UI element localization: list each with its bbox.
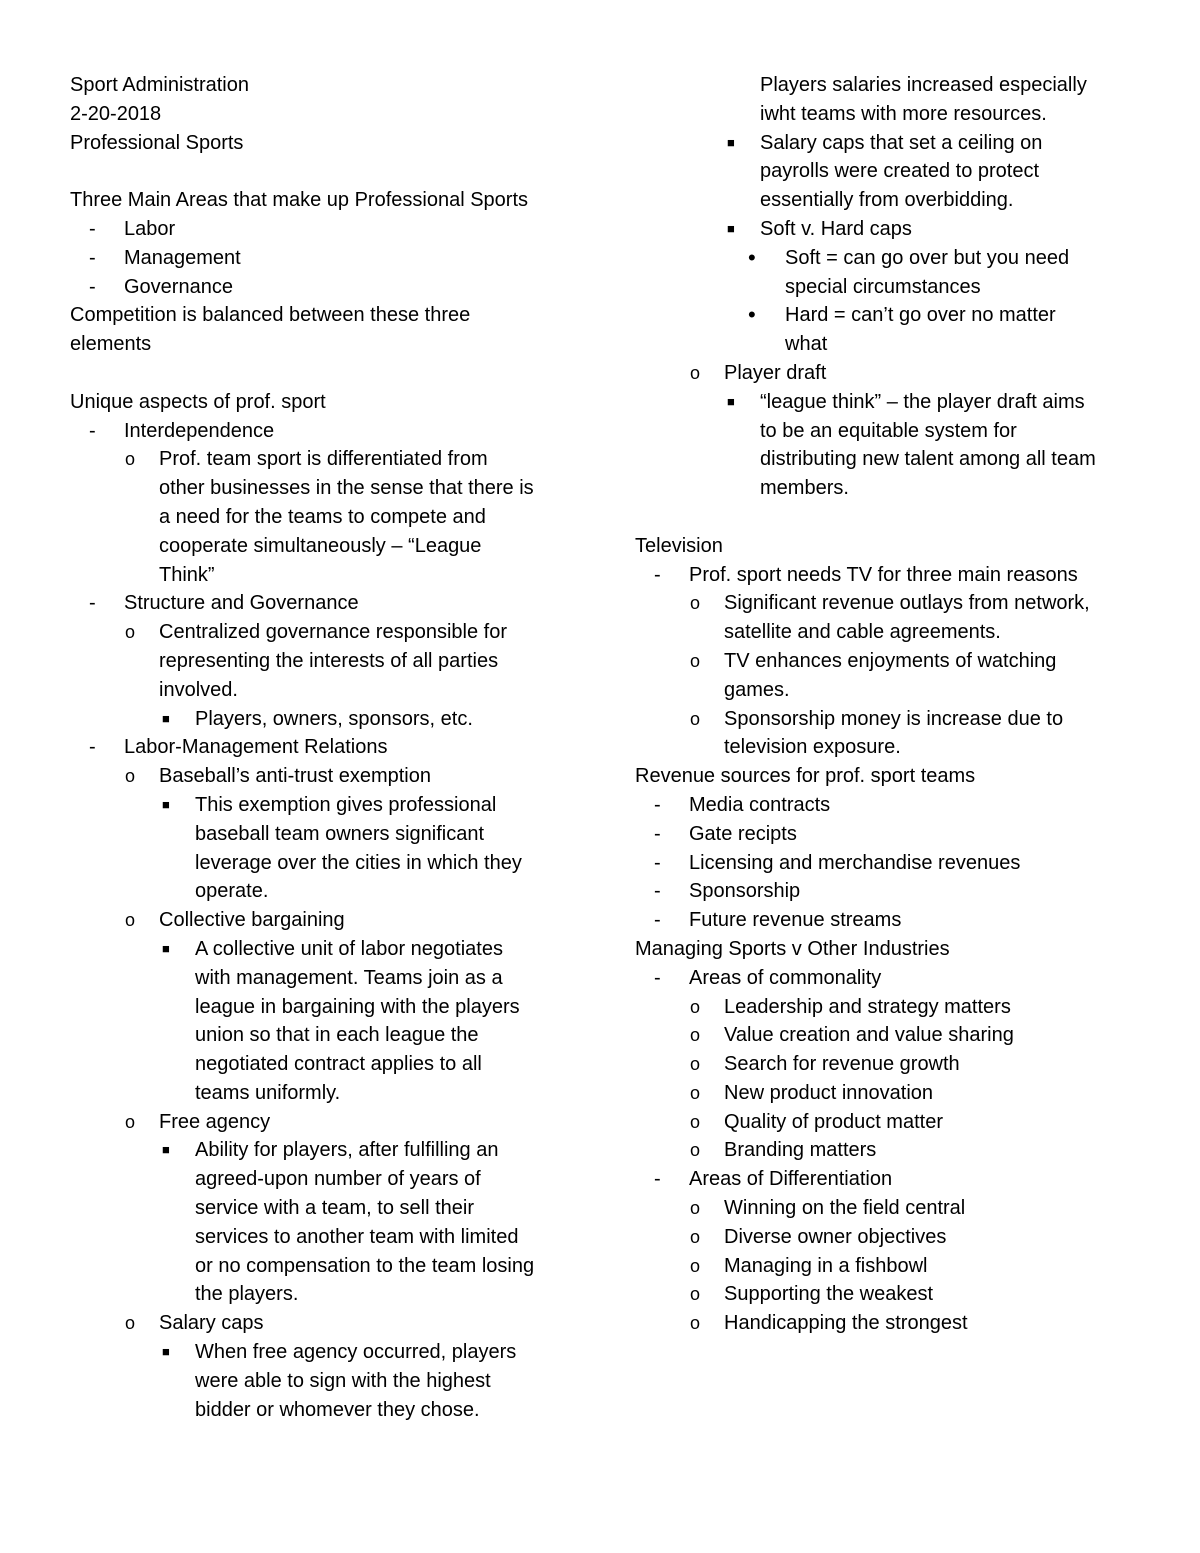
list-item: Players salaries increased especially iwht teams with more resources. xyxy=(760,74,1087,125)
doc-title: Sport Administration xyxy=(70,74,249,96)
list-item: o Prof. team sport is differentiated from other businesses in the sense that there is a need for the teams to compete and cooperate simultaneously – “League Think” xyxy=(125,448,534,586)
list-item: - Structure and Governance xyxy=(89,592,359,615)
list-item: - Gate recipts xyxy=(654,822,797,845)
list-item: o Value creation and value sharing xyxy=(690,1024,1014,1047)
list-item: ■ Salary caps that set a ceiling on payrolls were created to protect essentially from overbidding. xyxy=(727,131,1043,212)
list-item: o Winning on the field central xyxy=(690,1197,966,1220)
list-item: - Labor xyxy=(89,217,176,240)
television-heading: Television xyxy=(635,534,723,557)
areas-heading: Three Main Areas that make up Professional Sports xyxy=(70,189,529,212)
list-item: o Baseball’s anti-trust exemption xyxy=(125,765,431,788)
list-item: - Labor-Management Relations xyxy=(89,736,388,759)
list-item: ■ Soft v. Hard caps xyxy=(727,217,912,240)
revenue-heading: Revenue sources for prof. sport teams xyxy=(635,765,976,788)
list-item: o Player draft xyxy=(690,361,827,384)
list-item: o Collective bargaining xyxy=(125,909,345,932)
list-item: - Management xyxy=(89,246,241,269)
list-item: o Quality of product matter xyxy=(690,1110,943,1133)
list-item: ■ Players, owners, sponsors, etc. xyxy=(162,707,473,730)
list-item: - Licensing and merchandise revenues xyxy=(654,851,1021,874)
list-item: o Sponsorship money is increase due to television exposure. xyxy=(690,707,1064,759)
list-item: ■ Ability for players, after fulfilling an agreed-upon number of years of service with a team, to sell their services to another team with limited or no compensation to the team losing the players. xyxy=(162,1139,535,1306)
managing-heading: Managing Sports v Other Industries xyxy=(635,937,950,960)
list-item: o Managing in a fishbowl xyxy=(690,1254,928,1277)
doc-date: 2-20-2018 xyxy=(70,102,162,125)
list-item: o New product innovation xyxy=(690,1081,934,1104)
list-item: o Branding matters xyxy=(690,1139,877,1162)
unique-heading: Unique aspects of prof. sport xyxy=(70,390,326,413)
list-item: o Centralized governance responsible for representing the interests of all parties involved. xyxy=(125,621,507,701)
list-item: - Interdependence xyxy=(89,419,275,442)
list-item: o Diverse owner objectives xyxy=(690,1225,947,1248)
list-item: - Media contracts xyxy=(654,793,831,816)
list-item: o Supporting the weakest xyxy=(690,1283,934,1306)
list-item: o Leadership and strategy matters xyxy=(690,995,1011,1018)
right-column xyxy=(635,71,1135,1338)
list-item: - Future revenue streams xyxy=(654,909,902,932)
list-item: ■ “league think” – the player draft aims to be an equitable system for distributing new talent among all team members. xyxy=(727,390,1096,500)
list-item: o Significant revenue outlays from network, satellite and cable agreements. xyxy=(690,592,1090,644)
list-item: ■ When free agency occurred, players were able to sign with the highest bidder or whomever they chose. xyxy=(162,1341,517,1421)
list-item: - Sponsorship xyxy=(654,880,801,903)
list-item: • Soft = can go over but you need special circumstances xyxy=(748,244,1070,298)
left-column xyxy=(70,71,570,1424)
list-item: • Hard = can’t go over no matter what xyxy=(748,302,1056,356)
list-item: ■ This exemption gives professional baseball team owners significant leverage over the cities in which they operate. xyxy=(162,793,522,903)
list-item: o Salary caps xyxy=(125,1312,264,1335)
list-item: - Areas of Differentiation xyxy=(654,1168,893,1191)
competition-text: Competition is balanced between these three xyxy=(70,304,471,327)
list-item: o Free agency xyxy=(125,1110,271,1133)
list-item: - Governance xyxy=(89,275,233,298)
list-item: ■ A collective unit of labor negotiates with management. Teams join as a league in bargaining with the players union so that in each league the negotiated contract applies to all teams uniformly. xyxy=(162,937,520,1104)
list-item: - Prof. sport needs TV for three main reasons xyxy=(654,563,1078,586)
list-item: o Handicapping the strongest xyxy=(690,1312,968,1335)
list-item: - Areas of commonality xyxy=(654,966,882,989)
competition-text: elements xyxy=(70,333,152,356)
doc-subject: Professional Sports xyxy=(70,131,244,154)
list-item: o TV enhances enjoyments of watching games. xyxy=(690,649,1057,701)
list-item: o Search for revenue growth xyxy=(690,1053,960,1076)
